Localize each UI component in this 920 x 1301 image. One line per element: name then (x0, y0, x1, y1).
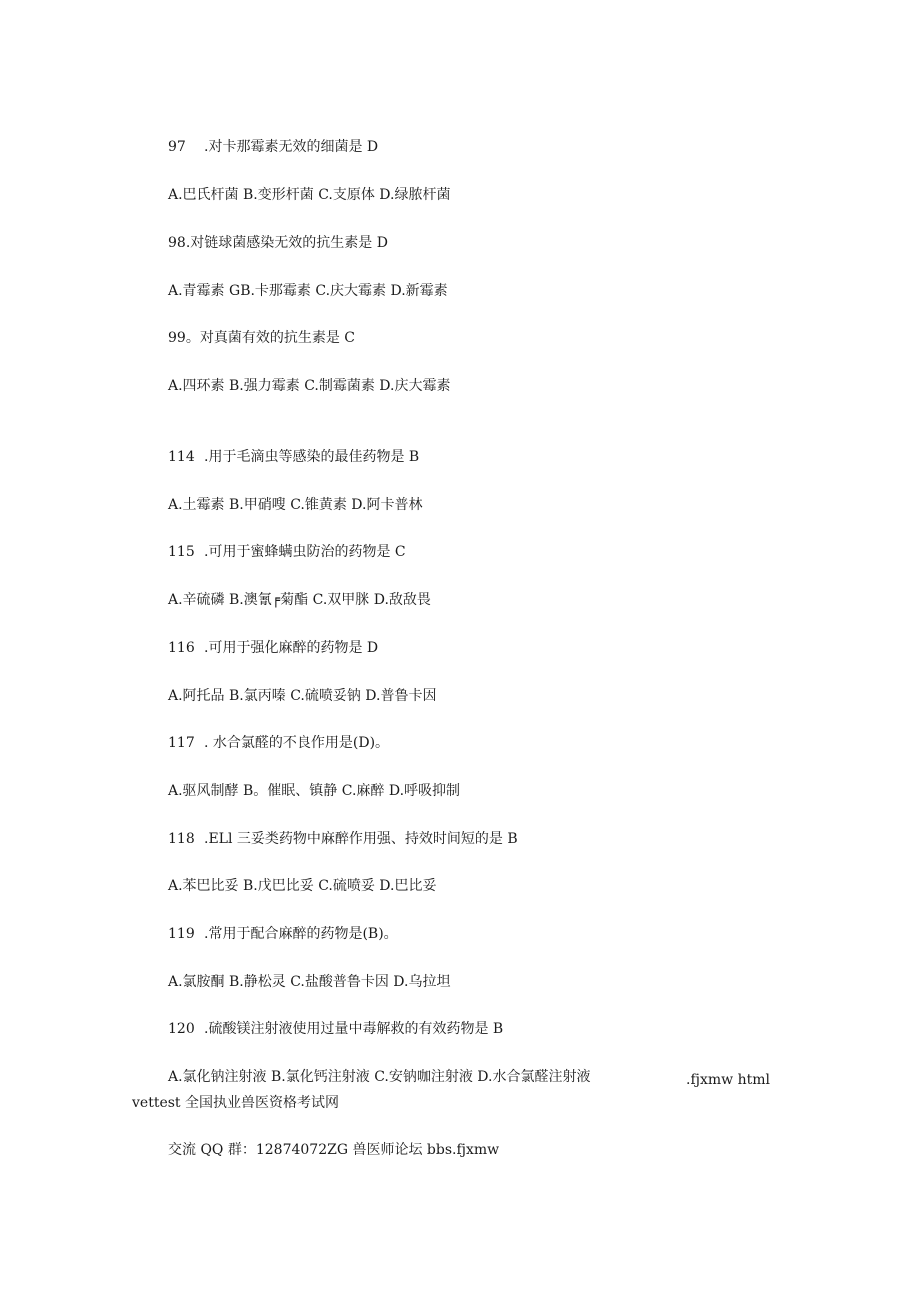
question-text: 99。对真菌有效的抗生素是 C (168, 330, 355, 346)
question-number: 120 (168, 1021, 195, 1037)
options-117 (168, 782, 460, 800)
question-text: .用于毛滴虫等感染的最佳药物是 B (204, 449, 420, 465)
options-99 (168, 377, 451, 395)
question-120 (168, 1020, 503, 1038)
question-number: 116 (168, 640, 195, 656)
options-text: A.四环素 B.强力霉素 C.制霉菌素 D.庆大霉素 (168, 378, 451, 394)
question-text: .常用于配合麻醉的药物是(B)。 (204, 926, 398, 942)
question-text: .可用于蜜蜂螨虫防治的药物是 C (204, 544, 406, 560)
question-text: .ELl 三妥类药物中麻醉作用强、持效时间短的是 B (204, 831, 518, 847)
question-text: .可用于强化麻醉的药物是 D (204, 640, 379, 656)
question-text: .对卡那霉素无效的细菌是 D (204, 139, 379, 155)
options-116 (168, 687, 437, 705)
options-98 (168, 282, 448, 300)
options-119 (168, 973, 451, 991)
options-114 (168, 496, 423, 514)
question-text: . 水合氯醛的不良作用是(D)。 (204, 735, 390, 751)
options-text: A.苯巴比妥 B.戊巴比妥 C.硫喷妥 D.巴比妥 (168, 878, 437, 894)
question-118 (168, 830, 518, 848)
question-117 (168, 734, 389, 752)
question-number: 114 (168, 449, 195, 465)
options-text: A.土霉素 B.甲硝嗖 C.锥黄素 D.阿卡普林 (168, 497, 423, 513)
options-text: A.氯化钠注射液 B.氯化钙注射液 C.安钠咖注射液 D.水合氯醛注射液 (168, 1069, 591, 1085)
question-98 (168, 234, 388, 252)
question-number: 118 (168, 831, 195, 847)
question-number: 115 (168, 544, 195, 560)
question-number: 117 (168, 735, 195, 751)
question-97 (168, 138, 378, 156)
options-text: A.阿托品 B.氯丙嗪 C.硫喷妥钠 D.普鲁卡因 (168, 688, 437, 704)
question-114 (168, 448, 419, 466)
options-115 (168, 591, 431, 609)
question-116 (168, 639, 378, 657)
question-text: .硫酸镁注射液使用过量中毒解救的有效药物是 B (204, 1021, 504, 1037)
question-text: 98.对链球菌感染无效的抗生素是 D (168, 235, 388, 251)
options-120 (168, 1068, 591, 1086)
options-text: A.巴氏杆菌 B.变形杆菌 C.支原体 D.绿脓杆菌 (168, 187, 451, 203)
options-text: A.驱风制酵 B。催眠、镇静 C.麻醉 D.呼吸抑制 (168, 783, 461, 799)
question-119 (168, 925, 398, 943)
options-text: A.青霉素 GB.卡那霉素 C.庆大霉素 D.新霉素 (168, 283, 448, 299)
question-number: 119 (168, 926, 195, 942)
options-118 (168, 877, 437, 895)
footer-qq-line: 交流 QQ 群：12874072ZG 兽医师论坛 bbs.fjxmw (168, 1142, 500, 1158)
options-text: A.氯胺酮 B.静松灵 C.盐酸普鲁卡因 D.乌拉坦 (168, 974, 451, 990)
question-99 (168, 329, 355, 347)
options-text: A.辛硫磷 B.澳氰╒菊酯 C.双甲脒 D.敌敌畏 (168, 592, 431, 608)
question-115 (168, 543, 406, 561)
footer-site-name: vettest 全国执业兽医资格考试网 (132, 1095, 339, 1111)
question-number: 97 (168, 139, 186, 155)
footer-url-fragment: .fjxmw html (686, 1072, 770, 1088)
options-97 (168, 186, 451, 204)
